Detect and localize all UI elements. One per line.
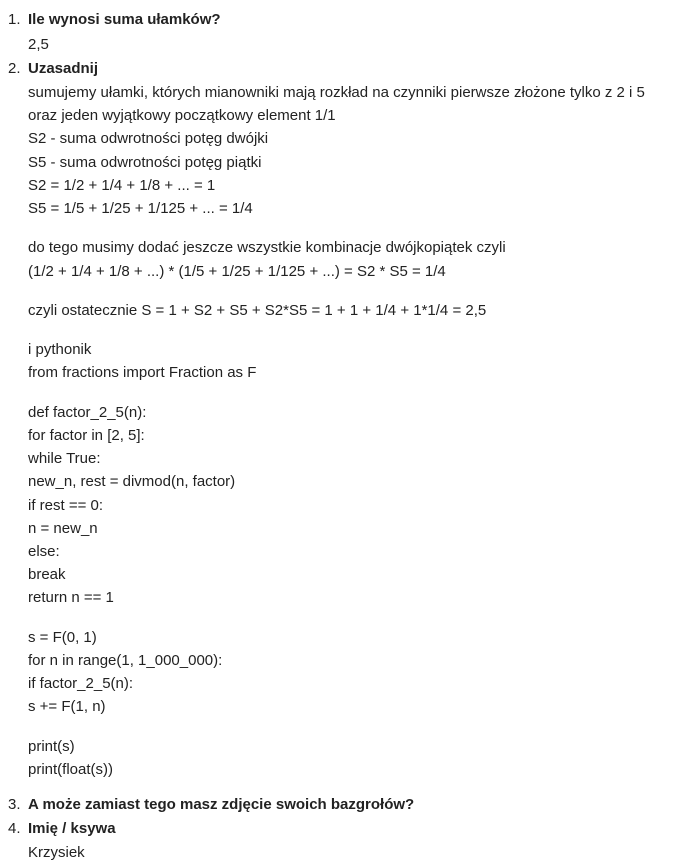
answer-line: czyli ostatecznie S = 1 + S2 + S5 + S2*S5 = 1 + 1 + 1/4 + 1*1/4 = 2,5 <box>28 301 487 319</box>
question-title: Imię / ksywa <box>28 820 116 837</box>
answer-line: break <box>28 566 66 584</box>
answer-line: new_n, rest = divmod(n, factor) <box>28 473 236 491</box>
question-number: 2. <box>8 60 21 77</box>
answer <box>28 33 693 56</box>
answer-line: S2 = 1/2 + 1/4 + 1/8 + ... = 1 <box>28 176 216 194</box>
question-title: A może zamiast tego masz zdjęcie swoich bazgrołów? <box>28 796 415 813</box>
answer-line: def factor_2_5(n): <box>28 403 147 421</box>
answer-paragraph <box>28 81 693 220</box>
answer-line: print(float(s)) <box>28 760 114 778</box>
answer-line: while True: <box>28 450 101 468</box>
answer-line: for n in range(1, 1_000_000): <box>28 651 223 669</box>
answer-line: S5 - suma odwrotności potęg piątki <box>28 153 262 171</box>
answer-line: sumujemy ułamki, których mianowniki mają rozkład na czynniki pierwsze złożone tylko z 2 i 5 <box>28 84 645 101</box>
answer-line: if factor_2_5(n): <box>28 675 134 693</box>
answer-justification <box>28 81 693 781</box>
answer-line: S5 = 1/5 + 1/25 + 1/125 + ... = 1/4 <box>28 199 253 217</box>
answer-line: (1/2 + 1/4 + 1/8 + ...) * (1/5 + 1/25 + 1/125 + ...) = S2 * S5 = 1/4 <box>28 262 446 280</box>
answer-line: n = new_n <box>28 519 98 537</box>
question-title: Uzasadnij <box>28 60 99 77</box>
answer-paragraph <box>28 236 693 282</box>
answer-paragraph <box>28 299 693 322</box>
answer-paragraph <box>28 735 693 781</box>
question-number: 1. <box>8 11 21 28</box>
answer-line: Krzysiek <box>28 844 85 861</box>
answer-line: do tego musimy dodać jeszcze wszystkie kombinacje dwójkopiątek czyli <box>28 239 506 257</box>
answer-line: if rest == 0: <box>28 496 104 514</box>
answer-line: S2 - suma odwrotności potęg dwójki <box>28 130 269 148</box>
question-title: Ile wynosi suma ułamków? <box>28 11 221 28</box>
answer-paragraph <box>28 338 693 384</box>
answer-line: return n == 1 <box>28 589 114 607</box>
answer-line: else: <box>28 542 60 560</box>
question-number: 4. <box>8 820 21 837</box>
answer-line: 2,5 <box>28 36 49 53</box>
question-number: 3. <box>8 796 21 813</box>
answer-paragraph <box>28 401 693 610</box>
answer <box>28 841 693 864</box>
answer-line: print(s) <box>28 737 75 755</box>
answer-line: oraz jeden wyjątkowy początkowy element 1/1 <box>28 107 336 125</box>
answer-line: from fractions import Fraction as F <box>28 364 257 382</box>
answer-line: s = F(0, 1) <box>28 628 97 646</box>
answer-paragraph <box>28 626 693 719</box>
answer-line: s += F(1, n) <box>28 698 106 716</box>
answer-line: i pythonik <box>28 341 92 359</box>
answer-line: for factor in [2, 5]: <box>28 427 145 444</box>
